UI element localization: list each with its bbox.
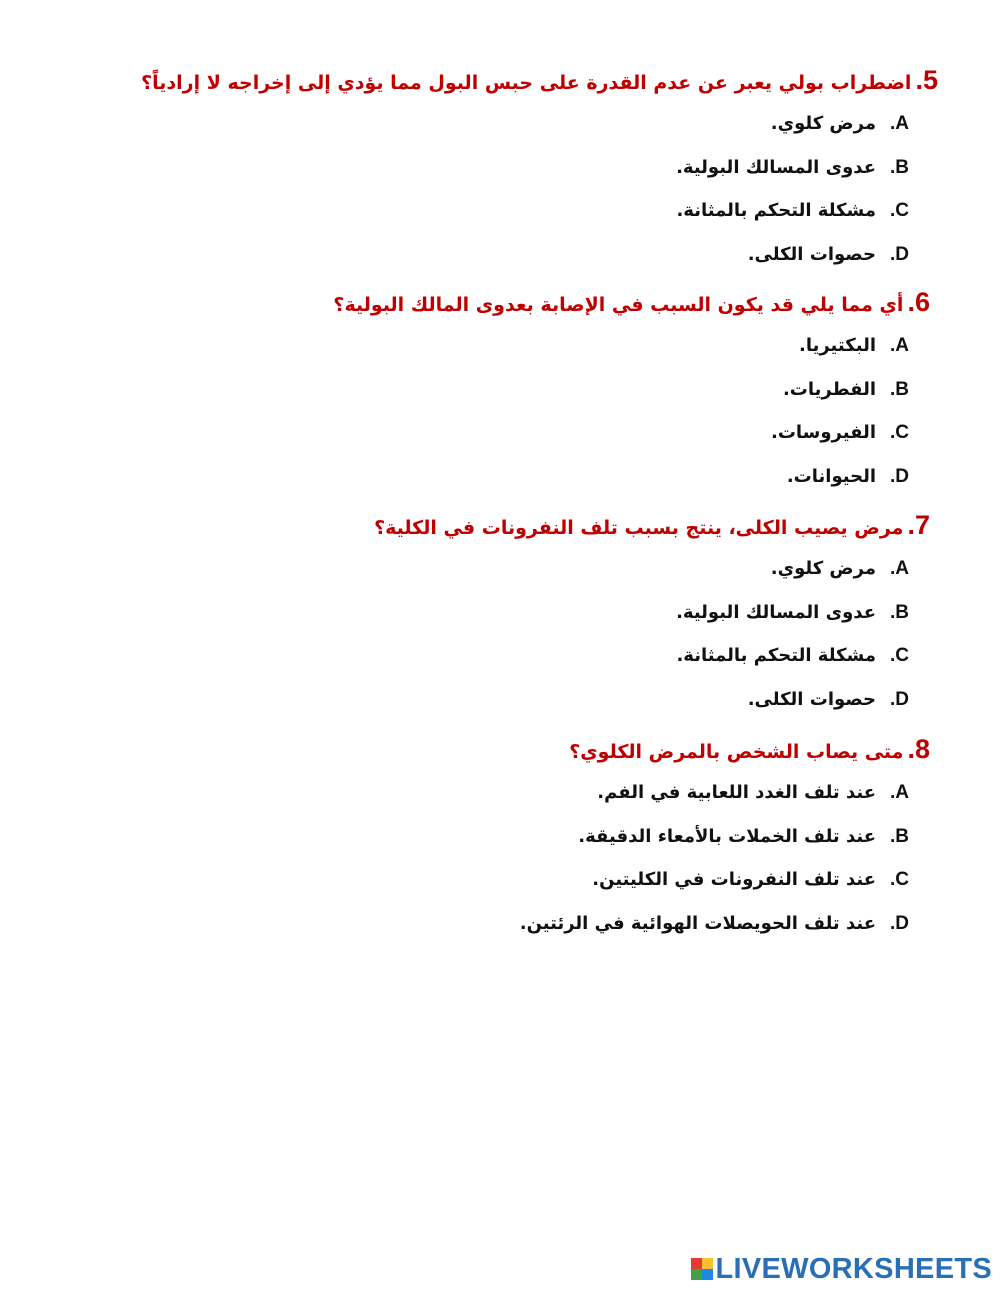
option-text: الحيوانات. xyxy=(786,465,876,487)
option-letter: D. xyxy=(890,465,910,487)
option-letter: D. xyxy=(890,243,910,265)
option-letter: D. xyxy=(890,912,910,934)
option-letter: B. xyxy=(890,378,910,400)
option-letter: C. xyxy=(890,645,910,666)
option-letter: A. xyxy=(890,558,910,579)
answer-options xyxy=(130,771,930,945)
question-6 xyxy=(130,282,930,498)
question-7-prompt xyxy=(130,505,930,545)
option-c[interactable] xyxy=(130,189,930,233)
option-text: مشكلة التحكم بالمثانة. xyxy=(676,200,876,221)
question-6-prompt xyxy=(130,282,930,322)
question-text: متى يصاب الشخص بالمرض الكلوي؟ xyxy=(569,741,904,763)
option-text: مرض كلوي. xyxy=(770,558,876,579)
option-text: مشكلة التحكم بالمثانة. xyxy=(676,645,876,666)
option-c[interactable] xyxy=(130,411,930,455)
question-number: 7. xyxy=(907,510,930,540)
question-number: 8. xyxy=(907,734,930,764)
option-a[interactable] xyxy=(130,771,930,815)
question-8-prompt xyxy=(130,729,930,769)
question-7 xyxy=(130,505,930,721)
option-text: عند تلف الحويصلات الهوائية في الرئتين. xyxy=(519,912,876,934)
question-5-prompt xyxy=(130,60,938,100)
question-number: 5. xyxy=(915,65,938,95)
option-letter: D. xyxy=(890,688,910,710)
question-number: 6. xyxy=(907,287,930,317)
option-letter: C. xyxy=(890,422,910,443)
logo-square-yellow xyxy=(702,1258,713,1269)
option-d[interactable] xyxy=(130,455,930,499)
option-c[interactable] xyxy=(130,858,930,902)
option-b[interactable] xyxy=(130,368,930,412)
option-text: عند تلف الغدد اللعابية في الفم. xyxy=(597,782,876,803)
question-text: اضطراب بولي يعبر عن عدم القدرة على حبس البول مما يؤدي إلى إخراجه لا إرادياً؟ xyxy=(141,72,912,94)
option-text: عند تلف الخملات بالأمعاء الدقيقة. xyxy=(578,825,876,847)
answer-options xyxy=(130,102,930,276)
option-letter: B. xyxy=(890,156,910,178)
option-text: حصوات الكلى. xyxy=(747,688,876,710)
option-letter: C. xyxy=(890,200,910,221)
option-letter: C. xyxy=(890,869,910,890)
option-text: حصوات الكلى. xyxy=(747,243,876,265)
option-d[interactable] xyxy=(130,678,930,722)
question-8 xyxy=(130,729,930,945)
option-text: عند تلف النفرونات في الكليتين. xyxy=(592,869,876,890)
option-text: الفطريات. xyxy=(782,378,876,400)
option-text: عدوى المسالك البولية. xyxy=(676,601,876,623)
option-c[interactable] xyxy=(130,634,930,678)
option-letter: B. xyxy=(890,825,910,847)
option-d[interactable] xyxy=(130,233,930,277)
option-letter: B. xyxy=(890,601,910,623)
question-text: مرض يصيب الكلى، ينتج بسبب تلف النفرونات في الكلية؟ xyxy=(374,517,904,539)
option-text: الفيروسات. xyxy=(770,422,876,443)
option-b[interactable] xyxy=(130,591,930,635)
option-a[interactable] xyxy=(130,324,930,368)
option-letter: A. xyxy=(890,782,910,803)
option-text: مرض كلوي. xyxy=(770,113,876,134)
option-a[interactable] xyxy=(130,102,930,146)
question-5 xyxy=(130,60,938,276)
logo-square-red xyxy=(691,1258,702,1269)
option-d[interactable] xyxy=(130,902,930,946)
option-letter: A. xyxy=(890,113,910,134)
question-text: أي مما يلي قد يكون السبب في الإصابة بعدوى المالك البولية؟ xyxy=(333,294,904,316)
answer-options xyxy=(130,324,930,498)
option-text: البكتيريا. xyxy=(799,335,876,356)
option-text: عدوى المسالك البولية. xyxy=(676,156,876,178)
liveworksheets-logo-icon xyxy=(691,1258,713,1280)
answer-options xyxy=(130,547,930,721)
option-b[interactable] xyxy=(130,815,930,859)
option-a[interactable] xyxy=(130,547,930,591)
option-b[interactable] xyxy=(130,146,930,190)
logo-square-green xyxy=(691,1269,702,1280)
option-letter: A. xyxy=(890,335,910,356)
logo-square-blue xyxy=(702,1269,713,1280)
liveworksheets-brand[interactable] xyxy=(691,1252,993,1286)
brand-name: LIVEWORKSHEETS xyxy=(715,1252,992,1285)
